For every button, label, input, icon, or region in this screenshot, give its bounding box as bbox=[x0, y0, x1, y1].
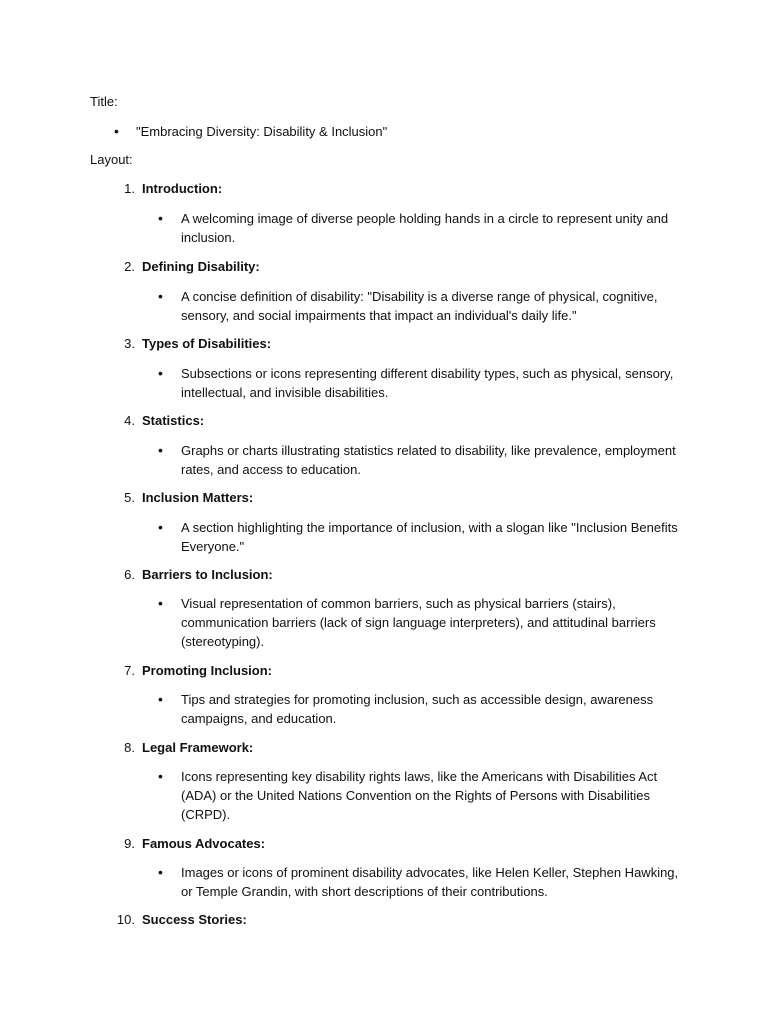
title-bullet-item bbox=[90, 122, 387, 141]
section-label: Promoting Inclusion: bbox=[142, 663, 272, 678]
bullet-dot: • bbox=[114, 123, 119, 139]
section-bullet-text: A section highlighting the importance of inclusion, with a slogan like "Inclusion Benefits Everyone." bbox=[181, 520, 678, 554]
section-heading bbox=[90, 835, 265, 853]
section-number: 3. bbox=[124, 336, 135, 351]
section-label: Success Stories: bbox=[142, 912, 247, 927]
section-bullet-text: Subsections or icons representing different disability types, such as physical, sensory, intellectual, and invisible disabilities. bbox=[181, 366, 674, 400]
section-heading bbox=[90, 662, 272, 680]
section-bullet-item bbox=[135, 518, 681, 556]
section-label: Defining Disability: bbox=[142, 259, 260, 274]
section-bullet-item bbox=[135, 594, 681, 651]
section-bullet-item bbox=[135, 364, 681, 402]
section-label: Legal Framework: bbox=[142, 740, 254, 755]
section-bullet-item bbox=[135, 287, 681, 325]
section-number: 2. bbox=[124, 259, 135, 274]
section-bullet-item bbox=[135, 441, 681, 479]
section-heading bbox=[90, 739, 253, 757]
section-number: 1. bbox=[124, 181, 135, 196]
section-heading bbox=[90, 258, 260, 276]
section-label: Statistics: bbox=[142, 413, 205, 428]
bullet-dot: • bbox=[158, 365, 163, 381]
section-label: Famous Advocates: bbox=[142, 836, 266, 851]
section-bullet-item bbox=[135, 767, 681, 824]
section-heading bbox=[90, 566, 273, 584]
section-number: 8. bbox=[124, 740, 135, 755]
section-number: 7. bbox=[124, 663, 135, 678]
bullet-dot: • bbox=[158, 519, 163, 535]
section-bullet-text: A concise definition of disability: "Disability is a diverse range of physical, cognitive, sensory, and social impairments that impact an individual's daily life." bbox=[181, 289, 658, 323]
title-heading: Title: bbox=[90, 94, 118, 109]
section-bullet-text: A welcoming image of diverse people holding hands in a circle to represent unity and inclusion. bbox=[181, 211, 669, 245]
bullet-dot: • bbox=[158, 595, 163, 611]
section-heading bbox=[90, 911, 247, 929]
section-label: Types of Disabilities: bbox=[142, 336, 272, 351]
section-bullet-text: Images or icons of prominent disability advocates, like Helen Keller, Stephen Hawking, or Temple Grandin, with short descriptions of their contributions. bbox=[181, 865, 679, 899]
bullet-dot: • bbox=[158, 210, 163, 226]
bullet-dot: • bbox=[158, 691, 163, 707]
section-heading bbox=[90, 489, 253, 507]
section-number: 4. bbox=[124, 413, 135, 428]
section-bullet-text: Graphs or charts illustrating statistics related to disability, like prevalence, employment rates, and access to education. bbox=[181, 443, 676, 477]
layout-heading: Layout: bbox=[90, 152, 133, 167]
section-number: 9. bbox=[124, 836, 135, 851]
section-bullet-item bbox=[135, 863, 681, 901]
section-number: 10. bbox=[116, 912, 135, 927]
section-label: Introduction: bbox=[142, 181, 223, 196]
bullet-dot: • bbox=[158, 442, 163, 458]
section-label: Inclusion Matters: bbox=[142, 490, 254, 505]
section-label: Barriers to Inclusion: bbox=[142, 567, 273, 582]
section-bullet-item bbox=[135, 690, 681, 728]
section-bullet-text: Tips and strategies for promoting inclusion, such as accessible design, awareness campaigns, and education. bbox=[181, 692, 654, 726]
section-bullet-text: Icons representing key disability rights laws, like the Americans with Disabilities Act (ADA) or the United Nations Convention on the Rights of Persons with Disabilities (CRPD). bbox=[181, 769, 658, 822]
section-bullet-text: Visual representation of common barriers, such as physical barriers (stairs), communication barriers (lack of sign language interpreters), and attitudinal barriers (stereotyping). bbox=[181, 596, 656, 649]
bullet-dot: • bbox=[158, 768, 163, 784]
section-heading bbox=[90, 412, 204, 430]
section-bullet-item bbox=[135, 209, 681, 247]
section-number: 5. bbox=[124, 490, 135, 505]
section-heading bbox=[90, 335, 271, 353]
section-heading bbox=[90, 180, 222, 198]
section-number: 6. bbox=[124, 567, 135, 582]
bullet-dot: • bbox=[158, 864, 163, 880]
title-text: "Embracing Diversity: Disability & Inclusion" bbox=[136, 124, 388, 139]
bullet-dot: • bbox=[158, 288, 163, 304]
